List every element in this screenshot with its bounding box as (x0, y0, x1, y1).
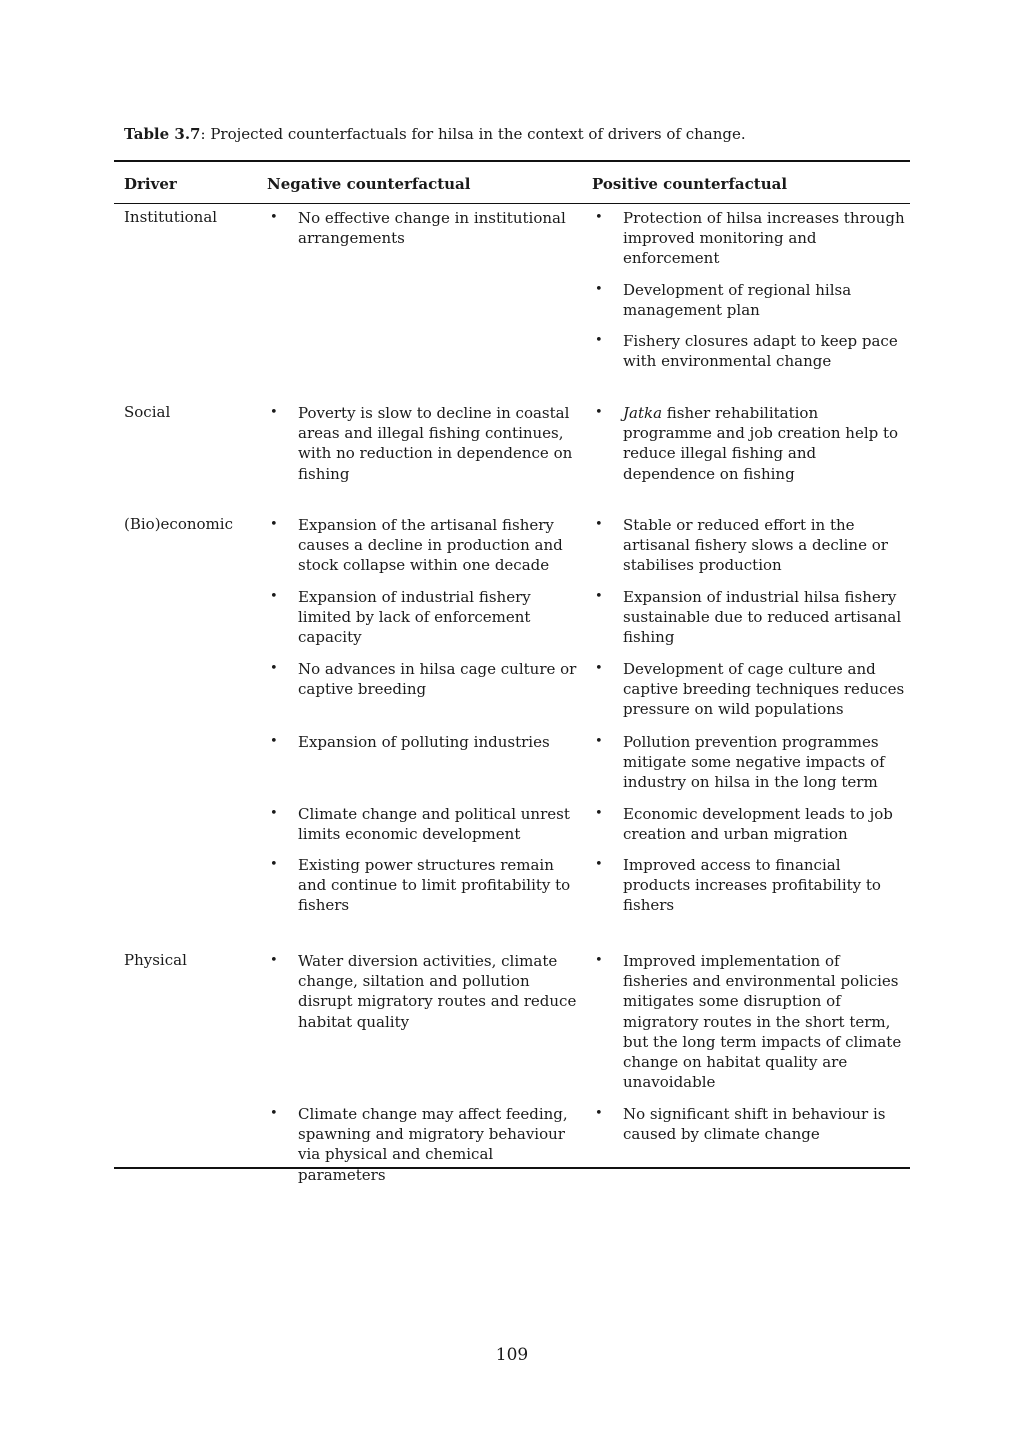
list-item: • Expansion of industrial hilsa fishery sustainable due to reduced artisanal fishing (595, 588, 902, 647)
list-item: • No advances in hilsa cage culture or captive breeding (270, 660, 577, 699)
list-item: • Economic development leads to job creation and urban migration (595, 805, 893, 844)
bullet-icon: • (595, 210, 603, 225)
table-caption-label: Table 3.7 (124, 125, 201, 143)
driver-institutional: Institutional (124, 208, 218, 226)
list-item: • Climate change and political unrest limits economic development (270, 805, 570, 844)
list-item: • No effective change in institutional arrangements (270, 209, 566, 248)
list-item: • Climate change may affect feeding, spawning and migratory behaviour via physical and chemical parameters (270, 1105, 568, 1184)
header-negative: Negative counterfactual (267, 175, 471, 193)
list-item: • No significant shift in behaviour is caused by climate change (595, 1105, 886, 1144)
table-header-rule (114, 203, 910, 204)
bullet-icon: • (270, 1106, 278, 1121)
list-item: • Existing power structures remain and continue to limit profitability to fishers (270, 856, 571, 915)
list-item: • Water diversion activities, climate change, siltation and pollution disrupt migratory routes and reduce habitat quality (270, 952, 577, 1031)
header-driver: Driver (124, 175, 177, 193)
table-caption (124, 124, 914, 144)
list-item: • Expansion of the artisanal fishery causes a decline in production and stock collapse within one decade (270, 516, 563, 575)
table-top-rule (114, 160, 910, 162)
list-item: • Development of regional hilsa management plan (595, 281, 852, 320)
bullet-icon: • (595, 282, 603, 297)
driver-bioeconomic: (Bio)economic (124, 515, 233, 533)
list-item: • Development of cage culture and captive breeding techniques reduces pressure on wild populations (595, 660, 905, 719)
driver-social: Social (124, 403, 171, 421)
bullet-icon: • (270, 405, 278, 420)
list-item: • Expansion of industrial fishery limited by lack of enforcement capacity (270, 588, 531, 647)
bullet-icon: • (595, 661, 603, 676)
table-caption-text: : Projected counterfactuals for hilsa in the context of drivers of change. (200, 125, 746, 143)
header-positive: Positive counterfactual (592, 175, 788, 193)
list-item: • Improved access to financial products increases profitability to fishers (595, 856, 881, 915)
bullet-icon: • (270, 806, 278, 821)
bullet-icon: • (595, 589, 603, 604)
bullet-icon: • (270, 953, 278, 968)
bullet-icon: • (270, 517, 278, 532)
driver-physical: Physical (124, 951, 187, 969)
bullet-icon: • (595, 734, 603, 749)
list-item: • Poverty is slow to decline in coastal areas and illegal fishing continues, with no reduction in dependence on fishing (270, 404, 573, 483)
bullet-icon: • (270, 857, 278, 872)
list-item: • Protection of hilsa increases through improved monitoring and enforcement (595, 209, 905, 268)
bullet-icon: • (595, 953, 603, 968)
bullet-icon: • (270, 210, 278, 225)
bullet-icon: • (595, 405, 603, 420)
list-item: • Jatka fisher rehabilitation programme and job creation help to reduce illegal fishing and dependence on fishing (595, 404, 899, 483)
list-item: • Fishery closures adapt to keep pace with environmental change (595, 332, 898, 371)
bullet-icon: • (595, 857, 603, 872)
bullet-icon: • (595, 1106, 603, 1121)
list-item: • Improved implementation of fisheries and environmental policies mitigates some disruption of migratory routes in the short term, but the long term impacts of climate change on habitat quality are unavoidable (595, 952, 902, 1092)
italic-term: Jatka (623, 404, 663, 422)
page-number: 109 (495, 1345, 529, 1365)
bullet-icon: • (270, 734, 278, 749)
bullet-icon: • (270, 589, 278, 604)
bullet-icon: • (595, 333, 603, 348)
bullet-icon: • (595, 806, 603, 821)
list-item: • Expansion of polluting industries (270, 733, 550, 751)
list-item: • Stable or reduced effort in the artisanal fishery slows a decline or stabilises production (595, 516, 888, 575)
bullet-icon: • (595, 517, 603, 532)
list-item: • Pollution prevention programmes mitigate some negative impacts of industry on hilsa in the long term (595, 733, 885, 792)
bullet-icon: • (270, 661, 278, 676)
